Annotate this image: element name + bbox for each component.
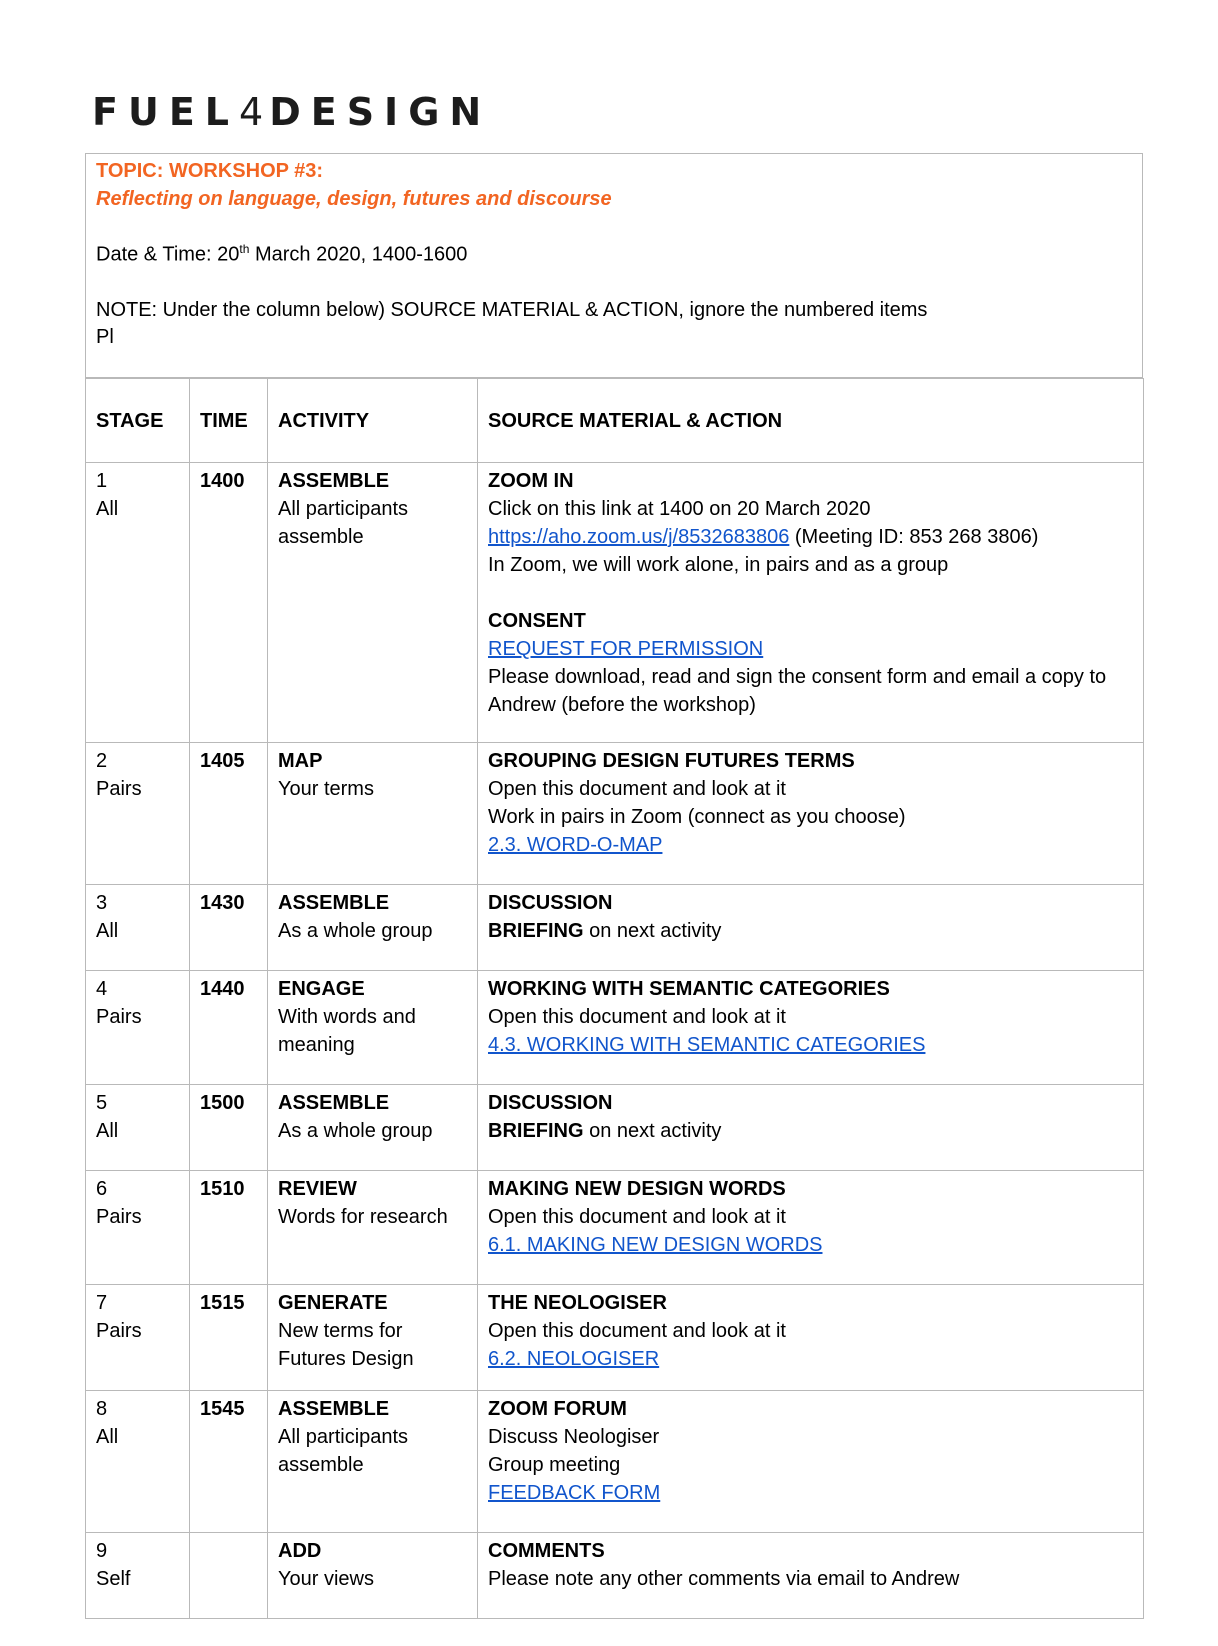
table-row bbox=[86, 1171, 1144, 1285]
stage-cell bbox=[86, 463, 190, 743]
stage-who: All bbox=[96, 498, 119, 520]
activity-title: MAP bbox=[278, 750, 323, 772]
meeting-id: (Meeting ID: 853 268 3806) bbox=[789, 526, 1039, 548]
source-line: Click on this link at 1400 on 20 March 2020 bbox=[488, 498, 871, 520]
activity-desc: Words for research bbox=[278, 1206, 448, 1228]
source-title: THE NEOLOGISER bbox=[488, 1292, 667, 1314]
activity-title: ASSEMBLE bbox=[278, 892, 390, 914]
source-line bbox=[488, 523, 1133, 551]
activity-cell bbox=[268, 971, 478, 1085]
source-line: Please download, read and sign the consent form and email a copy to Andrew (before the workshop) bbox=[488, 666, 1107, 716]
activity-cell bbox=[268, 1391, 478, 1533]
source-title: ZOOM FORUM bbox=[488, 1398, 627, 1420]
activity-cell bbox=[268, 1285, 478, 1391]
stage-cell bbox=[86, 1391, 190, 1533]
activity-desc: As a whole group bbox=[278, 1120, 433, 1142]
activity-desc: As a whole group bbox=[278, 920, 433, 942]
source-cell bbox=[478, 1533, 1144, 1619]
header-activity: ACTIVITY bbox=[268, 379, 478, 463]
source-cell bbox=[478, 1085, 1144, 1171]
activity-cell bbox=[268, 463, 478, 743]
source-line: Open this document and look at it bbox=[488, 1006, 786, 1028]
stage-who: All bbox=[96, 1426, 119, 1448]
stage-number: 8 bbox=[96, 1398, 108, 1420]
new-design-words-link[interactable]: 6.1. MAKING NEW DESIGN WORDS bbox=[488, 1234, 823, 1256]
stage-who: All bbox=[96, 920, 119, 942]
activity-desc: New terms for Futures Design bbox=[278, 1320, 414, 1370]
table-row bbox=[86, 885, 1144, 971]
source-line: In Zoom, we will work alone, in pairs and as a group bbox=[488, 554, 949, 576]
time-cell: 1515 bbox=[190, 1285, 268, 1391]
semantic-categories-link[interactable]: 4.3. WORKING WITH SEMANTIC CATEGORIES bbox=[488, 1034, 926, 1056]
table-row bbox=[86, 743, 1144, 885]
table-row bbox=[86, 1085, 1144, 1171]
source-title: DISCUSSION bbox=[488, 1092, 613, 1114]
briefing-label: BRIEFING bbox=[488, 920, 584, 942]
date-time bbox=[96, 242, 467, 267]
time-cell: 1405 bbox=[190, 743, 268, 885]
date-sup: th bbox=[239, 242, 250, 256]
neologiser-link[interactable]: 6.2. NEOLOGISER bbox=[488, 1348, 660, 1370]
activity-desc: All participants assemble bbox=[278, 1426, 409, 1476]
logo-text-4: 4 bbox=[239, 90, 270, 134]
stage-number: 5 bbox=[96, 1092, 108, 1114]
stage-who: Self bbox=[96, 1568, 131, 1590]
stage-cell bbox=[86, 1085, 190, 1171]
stage-cell bbox=[86, 1285, 190, 1391]
activity-cell bbox=[268, 1085, 478, 1171]
fuel4design-logo bbox=[92, 90, 492, 134]
source-line: Group meeting bbox=[488, 1454, 621, 1476]
activity-cell bbox=[268, 1171, 478, 1285]
stage-who: Pairs bbox=[96, 778, 142, 800]
schedule-table bbox=[85, 378, 1144, 1619]
time-cell bbox=[190, 1533, 268, 1619]
stage-cell bbox=[86, 1171, 190, 1285]
briefing-rest: on next activity bbox=[583, 1120, 722, 1142]
word-o-map-link[interactable]: 2.3. WORD-O-MAP bbox=[488, 834, 663, 856]
time-cell: 1430 bbox=[190, 885, 268, 971]
stage-number: 1 bbox=[96, 470, 108, 492]
stage-number: 7 bbox=[96, 1292, 108, 1314]
activity-title: ASSEMBLE bbox=[278, 1398, 390, 1420]
activity-title: GENERATE bbox=[278, 1292, 388, 1314]
stage-who: Pairs bbox=[96, 1320, 142, 1342]
source-title: MAKING NEW DESIGN WORDS bbox=[488, 1178, 786, 1200]
activity-title: ADD bbox=[278, 1540, 322, 1562]
stage-number: 9 bbox=[96, 1540, 108, 1562]
feedback-form-link[interactable]: FEEDBACK FORM bbox=[488, 1482, 661, 1504]
stage-number: 2 bbox=[96, 750, 108, 772]
zoom-link[interactable]: https://aho.zoom.us/j/8532683806 bbox=[488, 526, 790, 548]
stage-who: All bbox=[96, 1120, 119, 1142]
source-line bbox=[488, 1117, 1133, 1145]
topic-heading: TOPIC: WORKSHOP #3: bbox=[96, 160, 324, 182]
source-cell bbox=[478, 885, 1144, 971]
stage-who: Pairs bbox=[96, 1206, 142, 1228]
source-title: DISCUSSION bbox=[488, 892, 613, 914]
source-cell bbox=[478, 1285, 1144, 1391]
source-cell bbox=[478, 971, 1144, 1085]
source-line: Open this document and look at it bbox=[488, 1206, 786, 1228]
source-line: Open this document and look at it bbox=[488, 778, 786, 800]
source-cell bbox=[478, 463, 1144, 743]
stage-number: 4 bbox=[96, 978, 108, 1000]
source-title: GROUPING DESIGN FUTURES TERMS bbox=[488, 750, 855, 772]
note-text-2: Pl bbox=[96, 326, 114, 348]
table-header-row bbox=[86, 379, 1144, 463]
source-line: Work in pairs in Zoom (connect as you choose) bbox=[488, 806, 906, 828]
time-cell: 1440 bbox=[190, 971, 268, 1085]
source-line bbox=[488, 917, 1133, 945]
logo-text-fuel: FUEL bbox=[92, 90, 239, 134]
stage-cell bbox=[86, 971, 190, 1085]
activity-title: ASSEMBLE bbox=[278, 470, 390, 492]
table-row bbox=[86, 1391, 1144, 1533]
date-suffix: March 2020, 1400-1600 bbox=[249, 243, 468, 266]
workshop-header bbox=[85, 153, 1143, 378]
stage-cell bbox=[86, 1533, 190, 1619]
activity-desc: With words and meaning bbox=[278, 1006, 416, 1056]
activity-title: REVIEW bbox=[278, 1178, 357, 1200]
activity-title: ENGAGE bbox=[278, 978, 365, 1000]
stage-number: 3 bbox=[96, 892, 108, 914]
source-title: WORKING WITH SEMANTIC CATEGORIES bbox=[488, 978, 890, 1000]
briefing-label: BRIEFING bbox=[488, 1120, 584, 1142]
source-line: Open this document and look at it bbox=[488, 1320, 786, 1342]
time-cell: 1510 bbox=[190, 1171, 268, 1285]
stage-number: 6 bbox=[96, 1178, 108, 1200]
time-cell: 1500 bbox=[190, 1085, 268, 1171]
header-stage: STAGE bbox=[86, 379, 190, 463]
source-cell bbox=[478, 1171, 1144, 1285]
activity-cell bbox=[268, 743, 478, 885]
briefing-rest: on next activity bbox=[583, 920, 722, 942]
logo-text-design: DESIGN bbox=[269, 90, 492, 134]
time-cell: 1400 bbox=[190, 463, 268, 743]
topic-subtitle: Reflecting on language, design, futures and discourse bbox=[96, 188, 612, 210]
source-cell bbox=[478, 743, 1144, 885]
source-cell bbox=[478, 1391, 1144, 1533]
activity-desc: Your terms bbox=[278, 778, 374, 800]
source-title: COMMENTS bbox=[488, 1540, 605, 1562]
source-title: ZOOM IN bbox=[488, 470, 574, 492]
table-row bbox=[86, 971, 1144, 1085]
source-line: Discuss Neologiser bbox=[488, 1426, 660, 1448]
activity-desc: Your views bbox=[278, 1568, 374, 1590]
activity-title: ASSEMBLE bbox=[278, 1092, 390, 1114]
consent-title: CONSENT bbox=[488, 610, 586, 632]
table-row bbox=[86, 1533, 1144, 1619]
header-time: TIME bbox=[190, 379, 268, 463]
source-line: Please note any other comments via email to Andrew bbox=[488, 1568, 960, 1590]
stage-cell bbox=[86, 885, 190, 971]
note-text: NOTE: Under the column below) SOURCE MATERIAL & ACTION, ignore the numbered items bbox=[96, 299, 928, 321]
activity-desc: All participants assemble bbox=[278, 498, 409, 548]
table-row bbox=[86, 463, 1144, 743]
time-cell: 1545 bbox=[190, 1391, 268, 1533]
stage-cell bbox=[86, 743, 190, 885]
table-row bbox=[86, 1285, 1144, 1391]
stage-who: Pairs bbox=[96, 1006, 142, 1028]
header-source: SOURCE MATERIAL & ACTION bbox=[478, 379, 1144, 463]
activity-cell bbox=[268, 1533, 478, 1619]
activity-cell bbox=[268, 885, 478, 971]
request-permission-link[interactable]: REQUEST FOR PERMISSION bbox=[488, 638, 764, 660]
date-prefix: Date & Time: 20 bbox=[96, 243, 240, 266]
